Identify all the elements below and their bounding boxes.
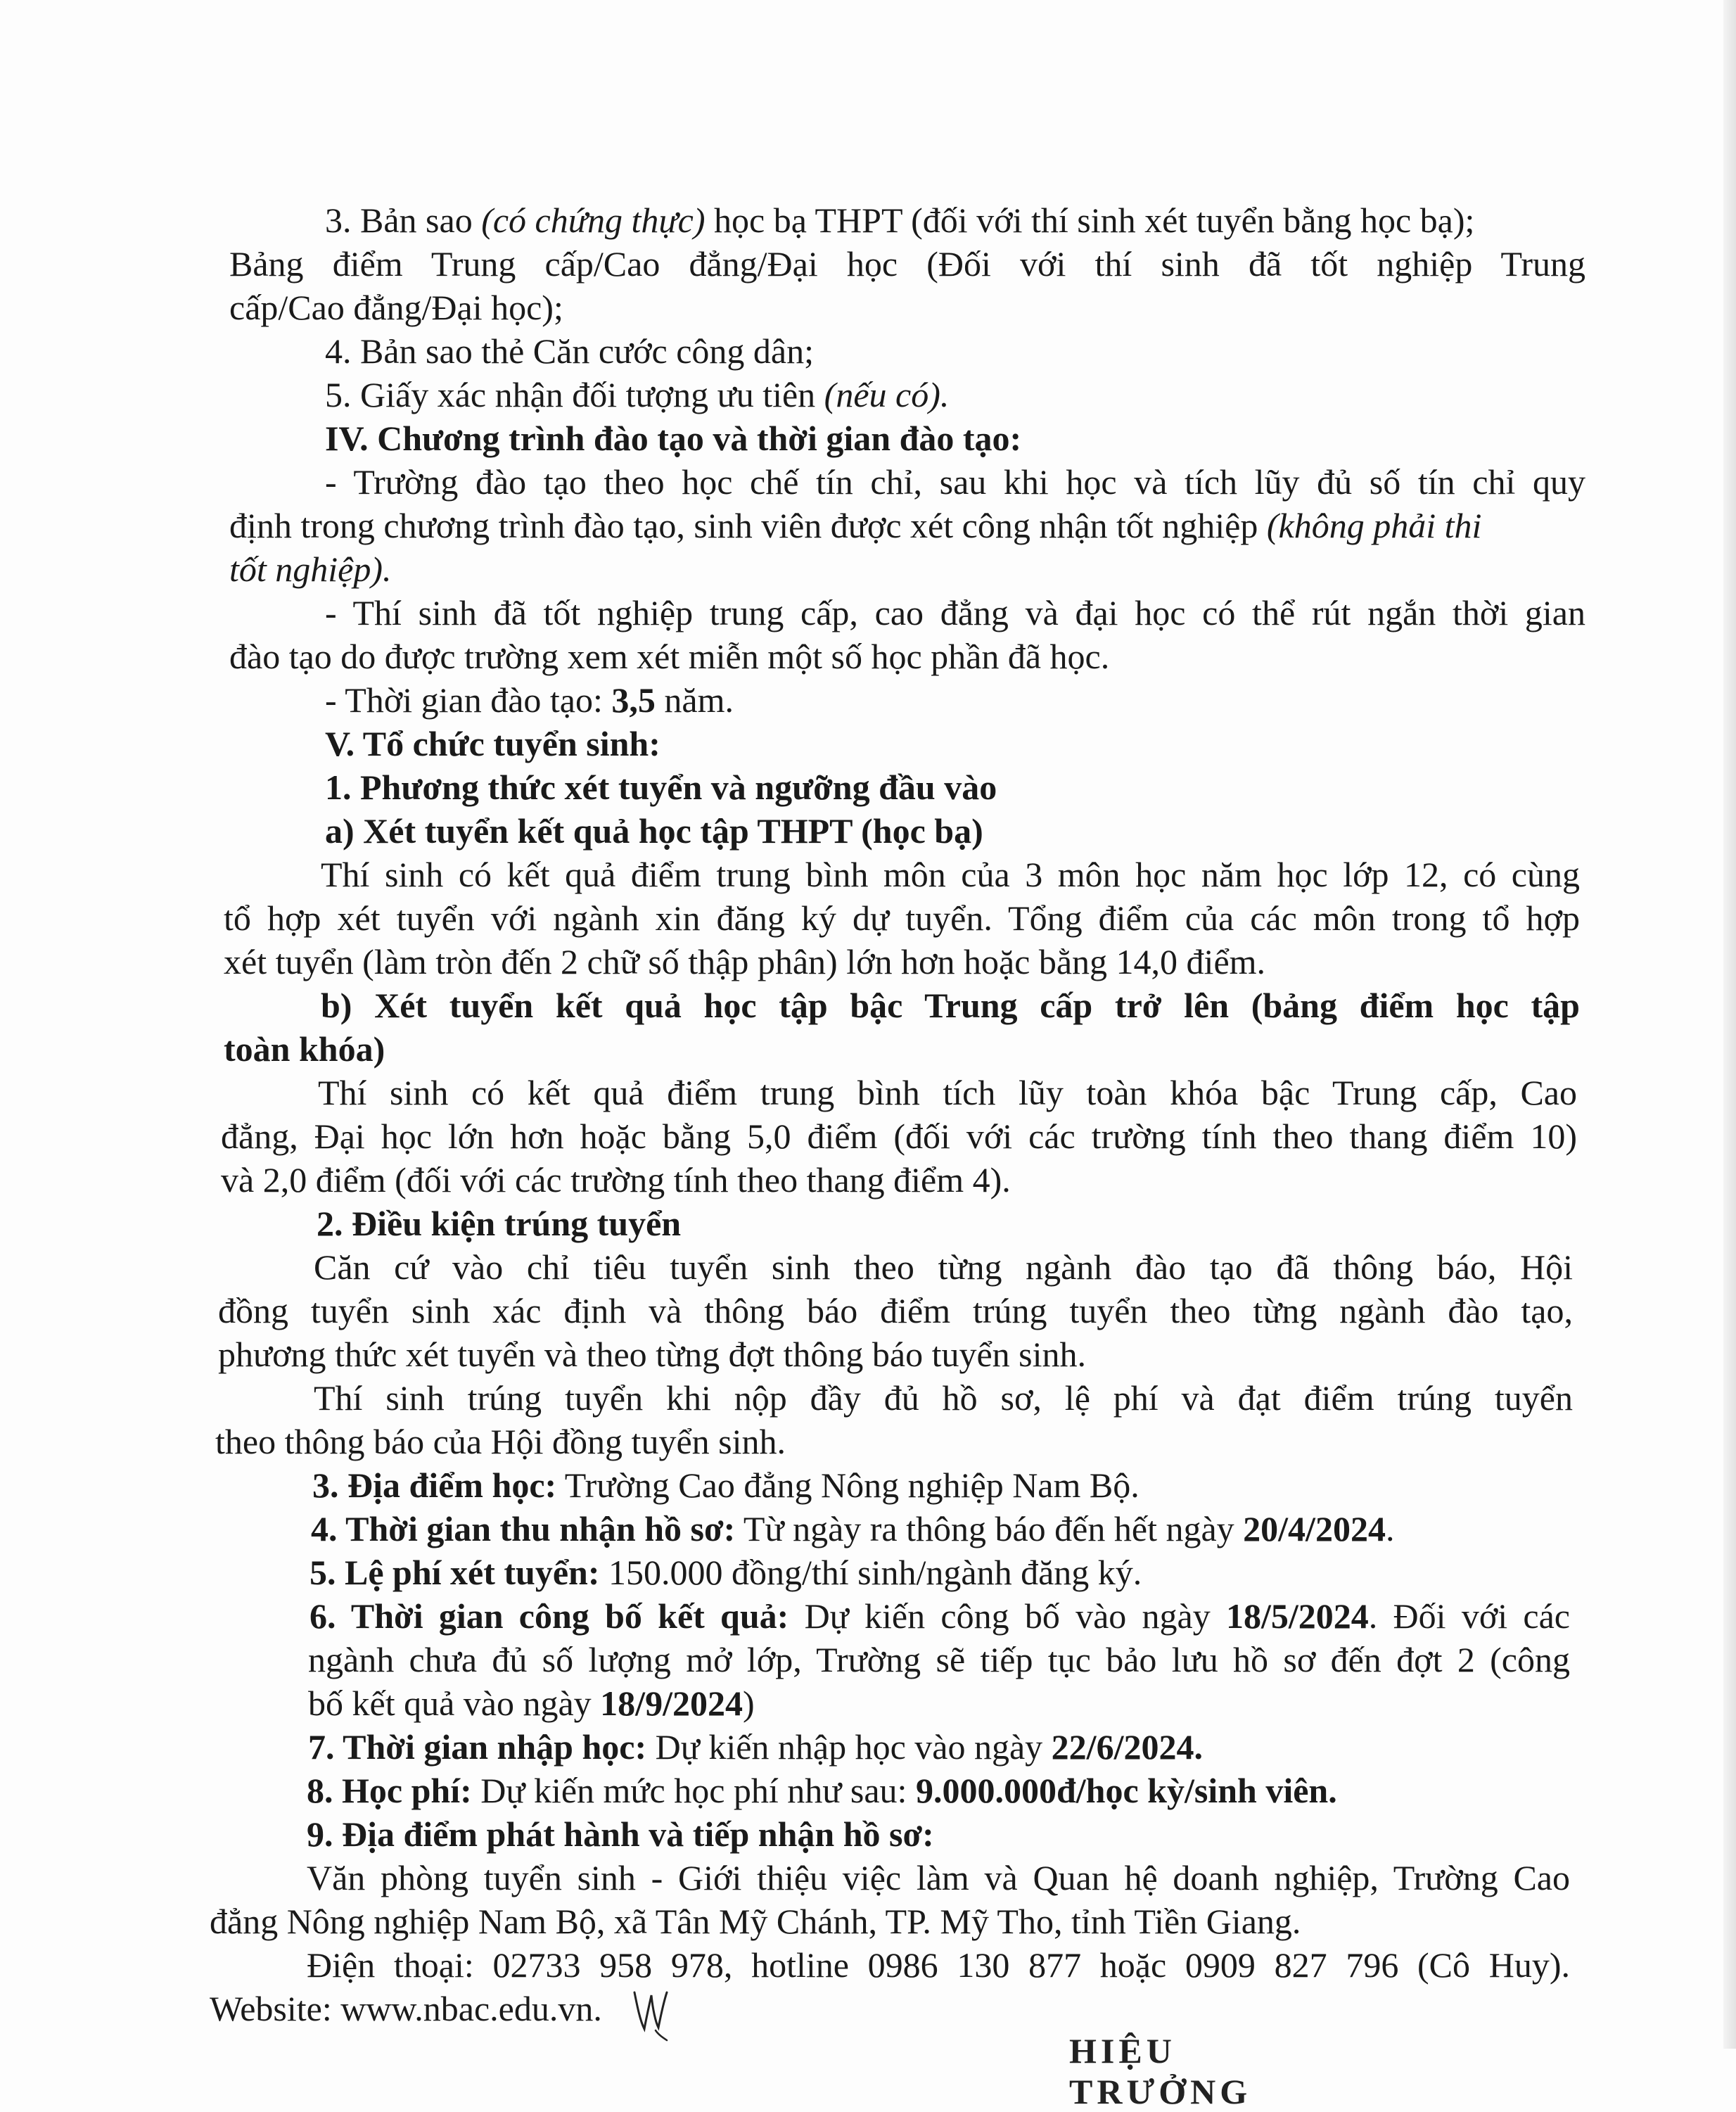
subheading-b-line-1: b) Xét tuyển kết quả học tập bậc Trung cấp trở lên (bảng điểm học tập	[321, 986, 1580, 1025]
subheading-admission-method: 1. Phương thức xét tuyển và ngưỡng đầu vào	[325, 768, 997, 807]
info-item-9-heading: 9. Địa điểm phát hành và tiếp nhận hồ sơ:	[307, 1814, 934, 1854]
para-a-line-1: Thí sinh có kết quả điểm trung bình môn của 3 môn học năm học lớp 12, có cùng	[321, 855, 1580, 894]
training-duration: - Thời gian đào tạo: 3,5 năm.	[325, 680, 734, 720]
contact-phone-line: Điện thoại: 02733 958 978, hotline 0986 130 877 hoặc 0909 827 796 (Cô Huy).	[307, 1945, 1570, 1985]
para-b-line-3: và 2,0 điểm (đối với các trường tính theo thang điểm 4).	[221, 1160, 1011, 1200]
para-a-line-2: tổ hợp xét tuyển với ngành xin đăng ký dự tuyển. Tổng điểm của các môn trong tổ hợp	[224, 898, 1580, 938]
signature-block-title-partial: HIỆU TRƯỞNG	[1069, 2031, 1252, 2111]
training-para-1-line-1: - Trường đào tạo theo học chế tín chỉ, sau khi học và tích lũy đủ số tín chỉ quy	[325, 462, 1585, 502]
training-para-1-line-2: định trong chương trình đào tạo, sinh viên được xét công nhận tốt nghiệp (không phải thi	[229, 506, 1482, 545]
info-item-6-line-1: 6. Thời gian công bố kết quả: Dự kiến công bố vào ngày 18/5/2024. Đối với các	[309, 1596, 1570, 1636]
training-para-1-line-3: tốt nghiệp).	[229, 549, 392, 589]
office-line-1: Văn phòng tuyển sinh - Giới thiệu việc làm và Quan hệ doanh nghiệp, Trường Cao	[307, 1858, 1570, 1897]
list-item-3-line-3: cấp/Cao đẳng/Đại học);	[229, 288, 563, 327]
para-b-line-2: đẳng, Đại học lớn hơn hoặc bằng 5,0 điểm (đối với các trường tính theo thang điểm 10)	[221, 1117, 1577, 1156]
para-c-line-1: Căn cứ vào chỉ tiêu tuyển sinh theo từng ngành đào tạo đã thông báo, Hội	[314, 1247, 1573, 1287]
para-d-line-1: Thí sinh trúng tuyển khi nộp đầy đủ hồ sơ, lệ phí và đạt điểm trúng tuyển	[314, 1378, 1573, 1418]
info-item-6-line-3: bố kết quả vào ngày 18/9/2024)	[308, 1684, 755, 1723]
training-para-2-line-1: - Thí sinh đã tốt nghiệp trung cấp, cao đẳng và đại học có thể rút ngắn thời gian	[325, 593, 1585, 632]
info-item-5-fee: 5. Lệ phí xét tuyển: 150.000 đồng/thí sinh/ngành đăng ký.	[309, 1553, 1142, 1592]
para-b-line-1: Thí sinh có kết quả điểm trung bình tích lũy toàn khóa bậc Trung cấp, Cao	[318, 1073, 1577, 1112]
handwritten-initial-signature	[630, 1985, 679, 2042]
training-para-2-line-2: đào tạo do được trường xem xét miễn một số học phần đã học.	[229, 637, 1110, 676]
page-edge-shadow	[1723, 0, 1736, 2049]
para-c-line-3: phương thức xét tuyển và theo từng đợt thông báo tuyển sinh.	[218, 1335, 1087, 1374]
list-item-5: 5. Giấy xác nhận đối tượng ưu tiên (nếu có).	[325, 375, 950, 414]
para-c-line-2: đồng tuyển sinh xác định và thông báo điểm trúng tuyển theo từng ngành đào tạo,	[218, 1291, 1573, 1330]
subheading-b-line-2: toàn khóa)	[224, 1029, 385, 1069]
info-item-7-enrollment: 7. Thời gian nhập học: Dự kiến nhập học vào ngày 22/6/2024.	[308, 1727, 1203, 1767]
info-item-4-deadline: 4. Thời gian thu nhận hồ sơ: Từ ngày ra thông báo đến hết ngày 20/4/2024.	[311, 1509, 1395, 1548]
list-item-3-line-2: Bảng điểm Trung cấp/Cao đẳng/Đại học (Đối với thí sinh đã tốt nghiệp Trung	[229, 244, 1585, 284]
info-item-8-tuition: 8. Học phí: Dự kiến mức học phí như sau: 9.000.000đ/học kỳ/sinh viên.	[307, 1771, 1337, 1810]
list-item-3-line-1: 3. Bản sao (có chứng thực) học bạ THPT (đối với thí sinh xét tuyển bằng học bạ);	[325, 201, 1475, 240]
section-heading-v: V. Tổ chức tuyển sinh:	[325, 724, 660, 763]
office-line-2: đẳng Nông nghiệp Nam Bộ, xã Tân Mỹ Chánh, TP. Mỹ Tho, tỉnh Tiền Giang.	[210, 1902, 1301, 1941]
subheading-conditions: 2. Điều kiện trúng tuyển	[317, 1204, 682, 1243]
list-item-4: 4. Bản sao thẻ Căn cước công dân;	[325, 331, 815, 371]
subheading-a: a) Xét tuyển kết quả học tập THPT (học bạ)	[325, 811, 983, 851]
para-a-line-3: xét tuyển (làm tròn đến 2 chữ số thập phân) lớn hơn hoặc bằng 14,0 điểm.	[224, 942, 1266, 981]
website-line: Website: www.nbac.edu.vn.	[210, 1989, 602, 2028]
para-d-line-2: theo thông báo của Hội đồng tuyển sinh.	[215, 1422, 786, 1461]
info-item-6-line-2: ngành chưa đủ số lượng mở lớp, Trường sẽ tiếp tục bảo lưu hồ sơ đến đợt 2 (công	[308, 1640, 1570, 1679]
info-item-3-location: 3. Địa điểm học: Trường Cao đẳng Nông nghiệp Nam Bộ.	[312, 1465, 1140, 1505]
section-heading-iv: IV. Chương trình đào tạo và thời gian đào tạo:	[325, 419, 1022, 458]
